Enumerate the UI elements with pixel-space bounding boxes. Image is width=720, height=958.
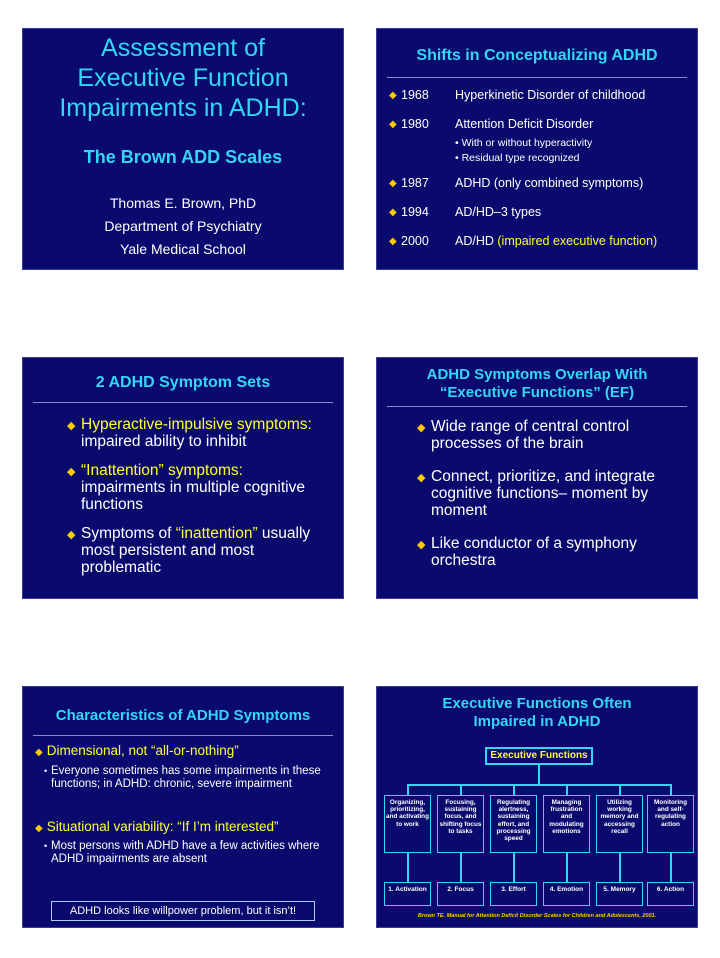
diamond-bullet-icon: ◆ (67, 420, 76, 432)
diamond-bullet-icon: ◆ (389, 119, 397, 130)
diamond-bullet-icon: ◆ (417, 472, 426, 484)
slide-heading: Characteristics of ADHD Symptoms (55, 707, 311, 724)
item-text: Symptoms of (81, 525, 176, 542)
list-item (417, 468, 687, 519)
divider (33, 735, 333, 736)
school: Yale Medical School (120, 241, 246, 257)
list-item (35, 819, 279, 834)
function-node: Regulating alertness, sustaining effort, and processing speed (490, 795, 537, 853)
year: 1980 (401, 117, 429, 131)
item-text: Situational variability: “If I’m interested” (46, 819, 279, 834)
diamond-bullet-icon: ◆ (67, 529, 76, 541)
diamond-bullet-icon: ◆ (67, 466, 76, 478)
connector-line (619, 784, 621, 795)
list-item (67, 416, 327, 450)
heading-line: Impaired in ADHD (473, 713, 601, 730)
diamond-bullet-icon: ◆ (35, 823, 43, 834)
cluster-label: 3. Effort (490, 882, 537, 906)
sub-bullet-text: Most persons with ADHD have a few activities where ADHD impairments are absent (51, 840, 320, 865)
divider (33, 402, 333, 403)
divider (387, 406, 687, 407)
description: AD/HD–3 types (455, 205, 542, 219)
citation: Brown TE. Manual for Attention Deficit Disorder Scales for Children and Adolescents, 2001. (417, 913, 657, 919)
slide-characteristics (22, 686, 344, 928)
bullet-list (417, 418, 687, 585)
presentation-subtitle: The Brown ADD Scales (83, 147, 283, 167)
description-highlight: (impaired executive function) (497, 234, 658, 248)
sub-bullet (44, 840, 331, 866)
highlight-text: “inattention” (175, 525, 258, 542)
sub-bullet-text: With or without hyperactivity (461, 137, 593, 149)
item-text: impaired ability to inhibit (81, 433, 247, 450)
cluster-label: 1. Activation (384, 882, 431, 906)
title-line: Assessment of (101, 34, 265, 62)
sub-bullet: • Residual type recognized (455, 152, 580, 164)
connector-line (670, 853, 672, 882)
list-item (417, 535, 687, 569)
list-item (67, 525, 327, 576)
connector-line (670, 784, 672, 795)
presentation-title (23, 33, 343, 123)
description: ADHD (only combined symptoms) (455, 176, 644, 190)
diamond-bullet-icon: ◆ (417, 422, 426, 434)
sub-bullet (44, 765, 331, 791)
cluster-label: 2. Focus (437, 882, 484, 906)
description (455, 234, 657, 248)
item-text: Dimensional, not “all-or-nothing” (46, 743, 239, 758)
slide-heading: Shifts in Conceptualizing ADHD (416, 47, 658, 64)
item-text: Like conductor of a symphony orchestra (431, 535, 637, 569)
diamond-bullet-icon: ◆ (389, 207, 397, 218)
diamond-bullet-icon: ◆ (417, 539, 426, 551)
year: 1994 (401, 205, 429, 219)
slide-ef-diagram (376, 686, 698, 928)
diamond-bullet-icon: ◆ (389, 90, 397, 101)
bullet-list (67, 416, 327, 588)
connector-line (460, 784, 462, 795)
cluster-label: 4. Emotion (543, 882, 590, 906)
connector-line (407, 853, 409, 882)
connector-line (513, 853, 515, 882)
heading-line: ADHD Symptoms Overlap With (426, 366, 648, 383)
year: 2000 (401, 234, 429, 248)
heading-line: “Executive Functions” (EF) (439, 384, 635, 401)
bullet-icon: • (44, 766, 48, 776)
function-node: Organizing, prioritizing, and activating to work (384, 795, 431, 853)
slide-heading: 2 ADHD Symptom Sets (95, 374, 271, 391)
list-item (67, 462, 327, 513)
sub-bullet-text: Residual type recognized (461, 152, 580, 164)
list-item (35, 743, 239, 758)
sub-bullet-text: Everyone sometimes has some impairments in these functions; in ADHD: chronic, severe impairment (51, 765, 321, 790)
year: 1987 (401, 176, 429, 190)
connector-line (407, 784, 409, 795)
heading-line: Executive Functions Often (442, 695, 632, 712)
function-node: Monitoring and self-regulating action (647, 795, 694, 853)
author-name: Thomas E. Brown, PhD (109, 195, 257, 211)
callout-box: ADHD looks like willpower problem, but it isn’t! (51, 901, 315, 921)
year: 1968 (401, 88, 429, 102)
sub-bullet: • With or without hyperactivity (455, 137, 593, 149)
cluster-label: 6. Action (647, 882, 694, 906)
highlight-text: Hyperactive-impulsive symptoms: (81, 416, 312, 433)
connector-line (566, 784, 568, 795)
divider (387, 77, 687, 78)
diamond-bullet-icon: ◆ (389, 236, 397, 247)
item-text: Wide range of central control processes of the brain (431, 418, 630, 452)
item-text: impairments in multiple cognitive functions (81, 479, 305, 513)
slide-title (22, 28, 344, 270)
diamond-bullet-icon: ◆ (389, 178, 397, 189)
connector-line (538, 765, 540, 784)
diamond-bullet-icon: ◆ (35, 747, 43, 758)
title-line: Executive Function (77, 64, 289, 92)
bullet-icon: • (44, 841, 48, 851)
root-node: Executive Functions (485, 747, 593, 765)
connector-line (566, 853, 568, 882)
highlight-text: “Inattention” symptoms: (81, 462, 243, 479)
slide-symptom-sets (22, 357, 344, 599)
department: Department of Psychiatry (104, 218, 262, 234)
slide-heading (377, 366, 697, 402)
description: Hyperkinetic Disorder of childhood (455, 88, 646, 102)
item-text: Connect, prioritize, and integrate cognitive functions– moment by moment (431, 468, 656, 519)
function-node: Managing frustration and modulating emotions (543, 795, 590, 853)
description: Attention Deficit Disorder (455, 117, 594, 131)
connector-line (407, 784, 671, 786)
connector-line (513, 784, 515, 795)
connector-line (460, 853, 462, 882)
slide-ef-overlap (376, 357, 698, 599)
item-text: usually most persistent and most problematic (81, 525, 311, 576)
slide-heading (377, 695, 697, 731)
description-text: AD/HD (455, 234, 494, 248)
slide-shifts (376, 28, 698, 270)
title-line: Impairments in ADHD: (59, 94, 307, 122)
function-node: Utilizing working memory and accessing recall (596, 795, 643, 853)
connector-line (619, 853, 621, 882)
function-node: Focusing, sustaining focus, and shifting focus to tasks (437, 795, 484, 853)
list-item (417, 418, 687, 452)
cluster-label: 5. Memory (596, 882, 643, 906)
